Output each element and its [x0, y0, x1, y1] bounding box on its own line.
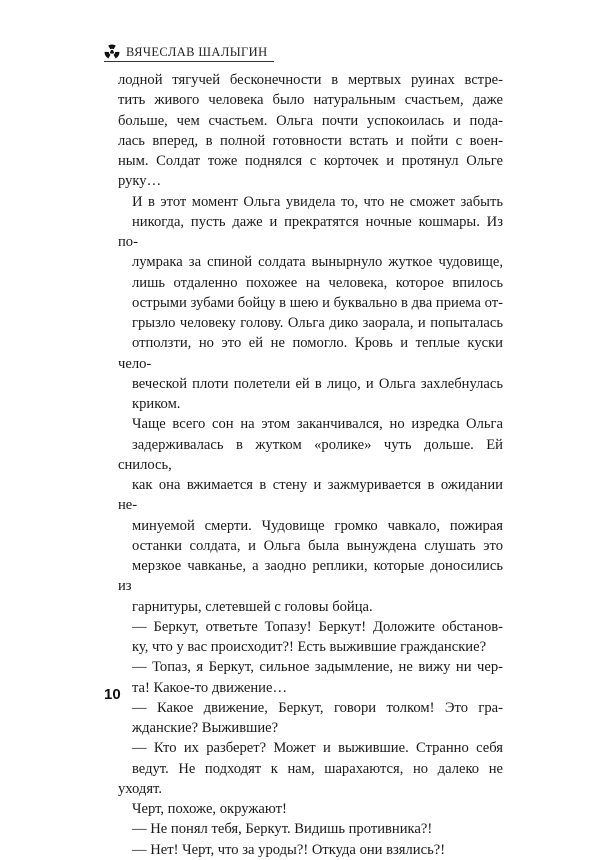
text-line: задерживалась в жутком «ролике» чуть дольше. Ей снилось, [118, 436, 503, 473]
text-line: веческой плоти полетели ей в лицо, и Ольга захлебнулась [132, 375, 503, 392]
text-line: отползти, но это ей не помогло. Кровь и теплые куски чело- [118, 335, 503, 372]
text-line: мерзкое чавканье, а заодно реплики, которые доносились из [118, 558, 503, 595]
paragraph [118, 414, 503, 617]
text-line: тить живого человека было натуральным счастьем, даже [118, 92, 503, 109]
paragraph [118, 192, 503, 415]
text-line: лишь отдаленно похожее на человека, которое впилось [132, 274, 503, 291]
body-text [118, 70, 503, 860]
text-line: лась вперед, в полной готовности встать и пойти с воен- [118, 132, 503, 149]
page-number: 10 [104, 686, 121, 703]
paragraph [118, 738, 503, 819]
text-line: Черт, похоже, окружают! [132, 801, 287, 817]
text-line: ведут. Не подходят к нам, шарахаются, но далеко не уходят. [118, 760, 503, 797]
text-line: острыми зубами бойцу в шею и буквально в два приема от- [132, 294, 503, 311]
text-line: ку, что у вас происходит?! Есть выжившие гражданские? [132, 639, 487, 655]
text-line: больше, чем счастьем. Ольга почти успокоилась и пода- [118, 112, 503, 129]
paragraph [118, 698, 503, 739]
text-line: И в этот момент Ольга увидела то, что не сможет забыть [132, 193, 503, 210]
book-author: ВЯЧЕСЛАВ ШАЛЫГИН [126, 44, 268, 59]
text-line: лодной тягучей бесконечности в мертвых руинах встре- [118, 72, 503, 88]
paragraph [118, 657, 503, 698]
text-line: минуемой смерти. Чудовище громко чавкало, пожирая [132, 517, 503, 534]
text-line: — Не понял тебя, Беркут. Видишь противника?! [132, 821, 433, 838]
text-line: лумрака за спиной солдата вынырнуло жуткое чудовище, [132, 254, 503, 271]
text-line: как она вжимается в стену и зажмуривается в ожидании не- [118, 477, 503, 514]
text-line: жданские? Выжившие? [132, 720, 279, 736]
radiation-icon [104, 44, 120, 60]
paragraph [118, 840, 503, 860]
text-line: руку… [118, 173, 162, 190]
text-line: — Какое движение, Беркут, говори толком! Это гра- [132, 699, 503, 716]
text-line: грызло человеку голову. Ольга дико заорала, и попыталась [132, 315, 503, 331]
text-line: — Беркут, ответьте Топазу! Беркут! Доложите обстанов- [132, 618, 503, 635]
text-line: — Кто их разберет? Может и выжившие. Странно себя [132, 740, 503, 757]
paragraph [118, 819, 503, 839]
text-line: никогда, пусть даже и прекратятся ночные кошмары. Из по- [118, 213, 503, 250]
text-line: криком. [132, 396, 181, 412]
text-line: гарнитуры, слетевшей с головы бойца. [132, 598, 373, 615]
text-line: Чаще всего сон на этом заканчивался, но изредка Ольга [132, 416, 503, 433]
paragraph [118, 617, 503, 658]
text-line: ным. Солдат тоже поднялся с корточек и протянул Ольге [118, 153, 503, 169]
running-header [104, 42, 268, 62]
text-line: — Топаз, я Беркут, сильное задымление, не вижу ни чер- [132, 659, 503, 676]
text-line: — Нет! Черт, что за уроды?! Откуда они взялись?! [132, 841, 446, 858]
text-line: останки солдата, и Ольга была вынуждена слушать это [132, 537, 503, 554]
header-rule [104, 61, 274, 62]
paragraph [118, 70, 503, 192]
text-line: та! Какое-то движение… [132, 679, 288, 696]
